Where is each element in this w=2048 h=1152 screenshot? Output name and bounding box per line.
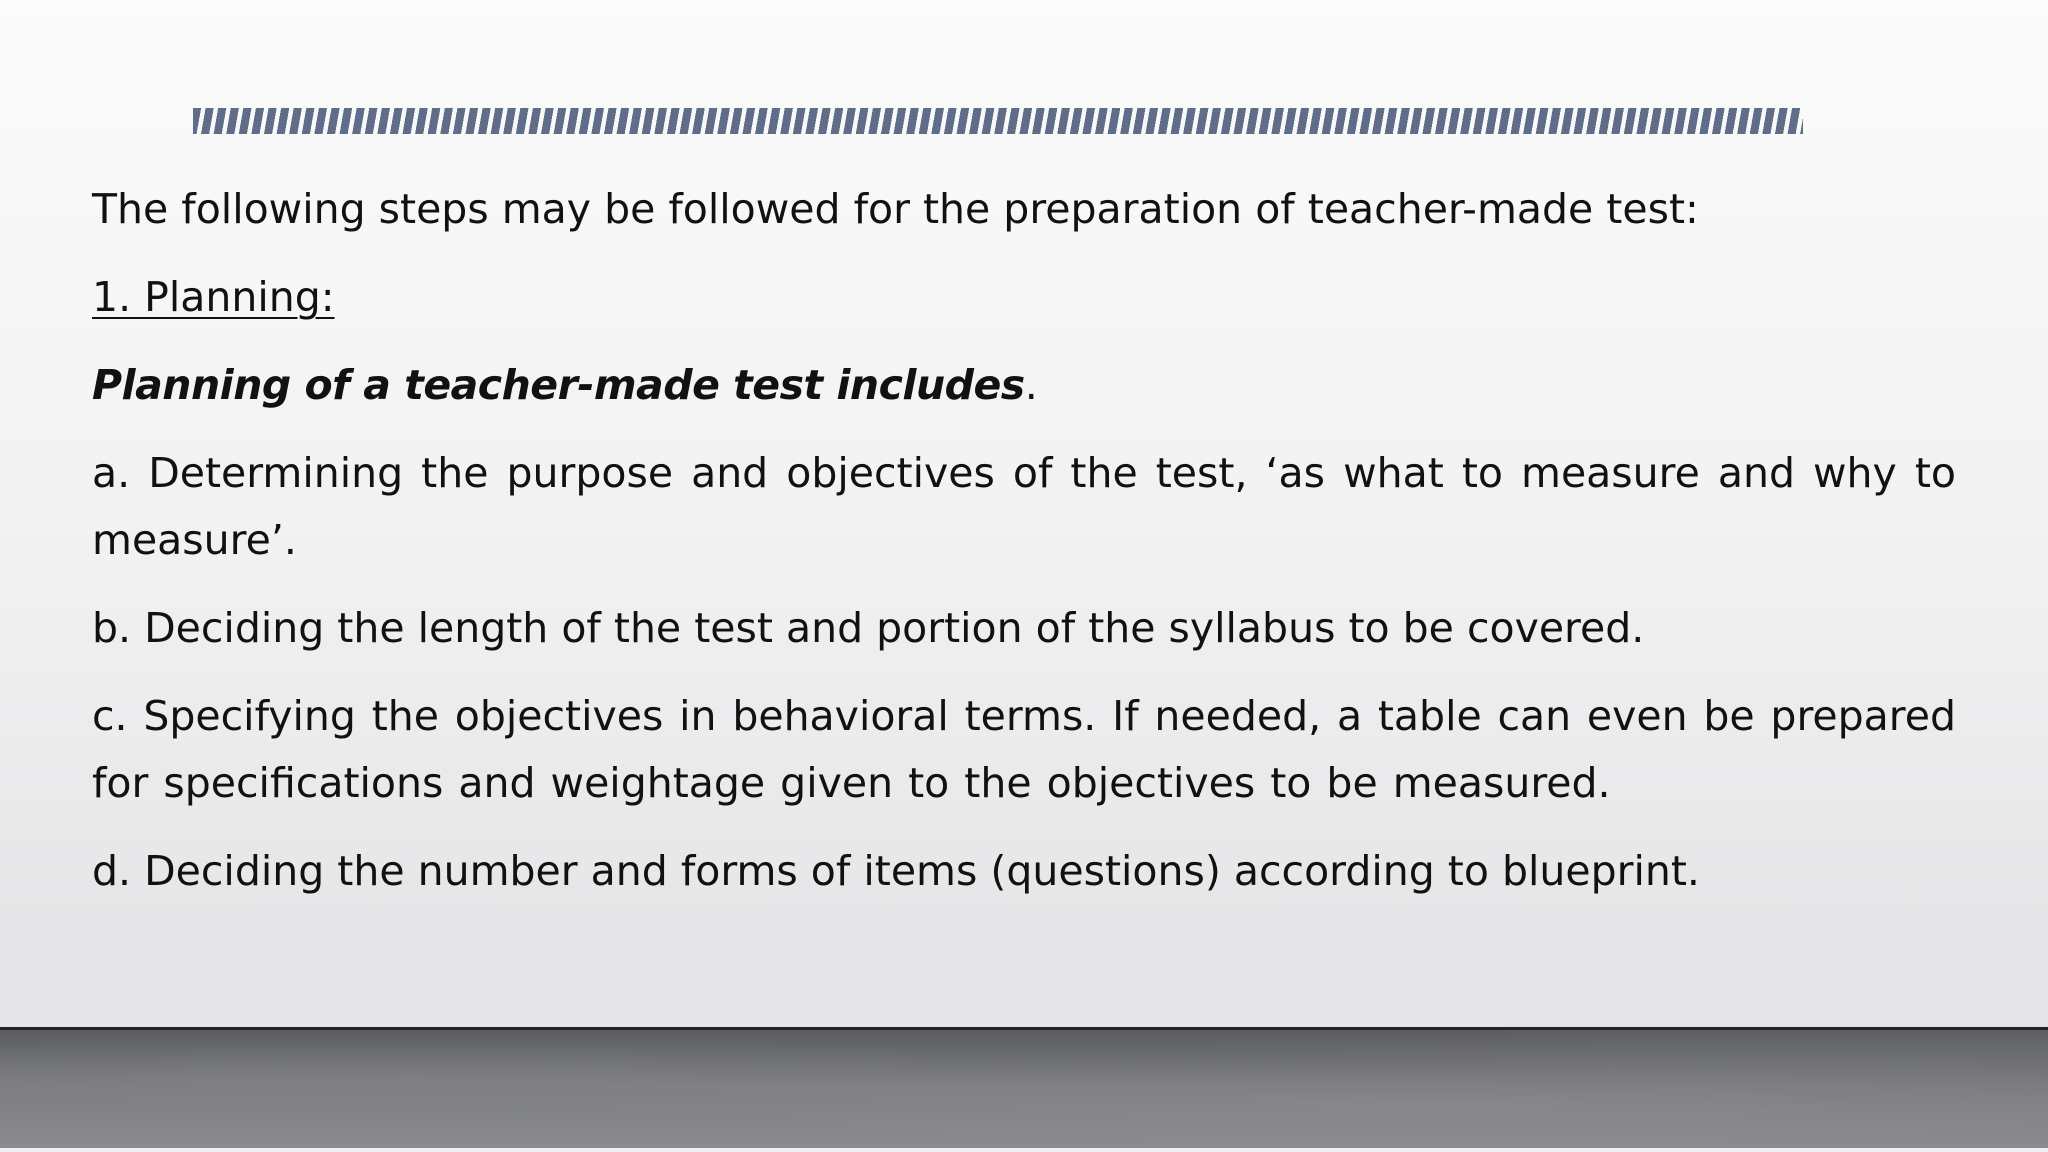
slide-body (92, 176, 1956, 926)
list-item-a: a. Determining the purpose and objectives of the test, ‘as what to measure and why to measure’. (92, 449, 1956, 564)
list-item-c: c. Specifying the objectives in behavioral terms. If needed, a table can even be prepared for specifications and weightage given to the objectives to be measured. (92, 692, 1956, 807)
subheading (92, 352, 1956, 419)
section-heading-text: 1. Planning: (92, 273, 335, 321)
subheading-suffix: . (1024, 361, 1038, 409)
intro-text: The following steps may be followed for the preparation of teacher-made test: (92, 185, 1699, 233)
subheading-text: Planning of a teacher-made test includes (92, 361, 1025, 409)
decorative-stripe-bar (193, 108, 1803, 134)
concrete-floor-background (0, 1030, 2048, 1152)
list-item-b: b. Deciding the length of the test and portion of the syllabus to be covered. (92, 604, 1645, 652)
bottom-edge (0, 1148, 2048, 1152)
list-item-d: d. Deciding the number and forms of items (questions) according to blueprint. (92, 847, 1700, 895)
section-heading (92, 264, 1956, 331)
